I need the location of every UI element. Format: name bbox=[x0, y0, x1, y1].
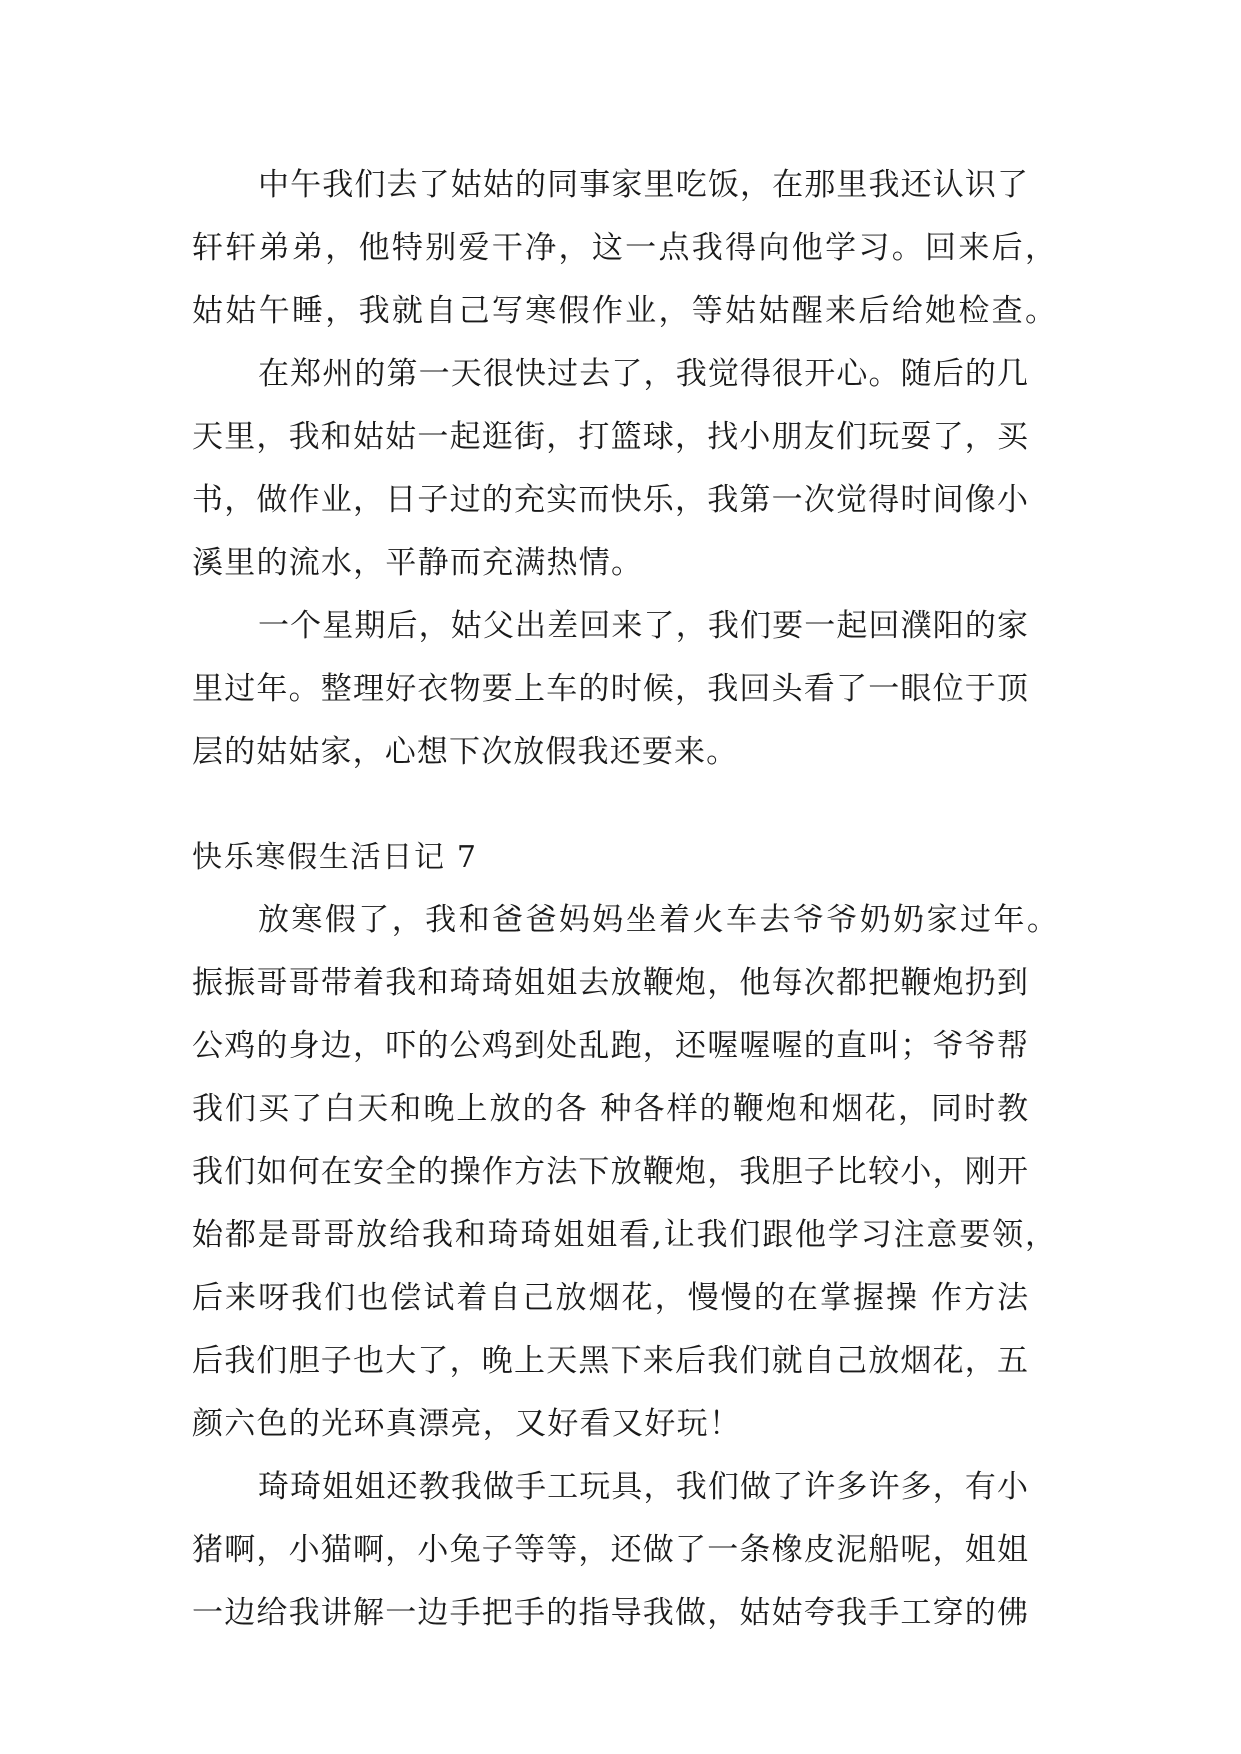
text-line: 后我们胆子也大了，晚上天黑下来后我们就自己放烟花，五 bbox=[192, 1343, 1030, 1379]
text-line: 一边给我讲解一边手把手的指导我做，姑姑夸我手工穿的佛 bbox=[192, 1595, 1030, 1631]
text-line: 颜六色的光环真漂亮，又好看又好玩！ bbox=[192, 1406, 742, 1442]
text-line: 层的姑姑家，心想下次放假我还要来。 bbox=[192, 734, 739, 770]
diary-entry-title: 快乐寒假生活日记 7 bbox=[192, 840, 478, 875]
text-line: 轩轩弟弟，他特别爱干净，这一点我得向他学习。回来后， bbox=[192, 230, 1059, 266]
text-line: 猪啊，小猫啊，小兔子等等，还做了一条橡皮泥船呢，姐姐 bbox=[192, 1532, 1030, 1568]
text-line: 振振哥哥带着我和琦琦姐姐去放鞭炮，他每次都把鞭炮扔到 bbox=[192, 965, 1030, 1001]
text-line: 琦琦姐姐还教我做手工玩具，我们做了许多许多，有小 bbox=[258, 1469, 1030, 1505]
text-line: 天里，我和姑姑一起逛街，打篮球，找小朋友们玩耍了，买 bbox=[192, 419, 1030, 455]
text-line: 我们买了白天和晚上放的各 种各样的鞭炮和烟花，同时教 bbox=[192, 1091, 1031, 1127]
text-line: 中午我们去了姑姑的同事家里吃饭，在那里我还认识了 bbox=[258, 167, 1030, 203]
text-line: 放寒假了，我和爸爸妈妈坐着火车去爷爷奶奶家过年。 bbox=[258, 902, 1061, 938]
text-line: 始都是哥哥放给我和琦琦姐姐看,让我们跟他学习注意要领， bbox=[192, 1217, 1058, 1253]
text-line: 书，做作业，日子过的充实而快乐，我第一次觉得时间像小 bbox=[192, 482, 1030, 518]
text-line: 公鸡的身边，吓的公鸡到处乱跑，还喔喔喔的直叫；爷爷帮 bbox=[192, 1028, 1030, 1064]
text-line: 里过年。整理好衣物要上车的时候，我回头看了一眼位于顶 bbox=[192, 671, 1030, 707]
text-line: 姑姑午睡，我就自己写寒假作业，等姑姑醒来后给她检查。 bbox=[192, 293, 1059, 329]
text-line: 一个星期后，姑父出差回来了，我们要一起回濮阳的家 bbox=[258, 608, 1030, 644]
text-line: 我们如何在安全的操作方法下放鞭炮，我胆子比较小，刚开 bbox=[192, 1154, 1030, 1190]
text-line: 溪里的流水，平静而充满热情。 bbox=[192, 545, 644, 581]
text-line: 后来呀我们也偿试着自己放烟花，慢慢的在掌握操 作方法 bbox=[192, 1280, 1031, 1316]
text-line: 在郑州的第一天很快过去了，我觉得很开心。随后的几 bbox=[258, 356, 1030, 392]
